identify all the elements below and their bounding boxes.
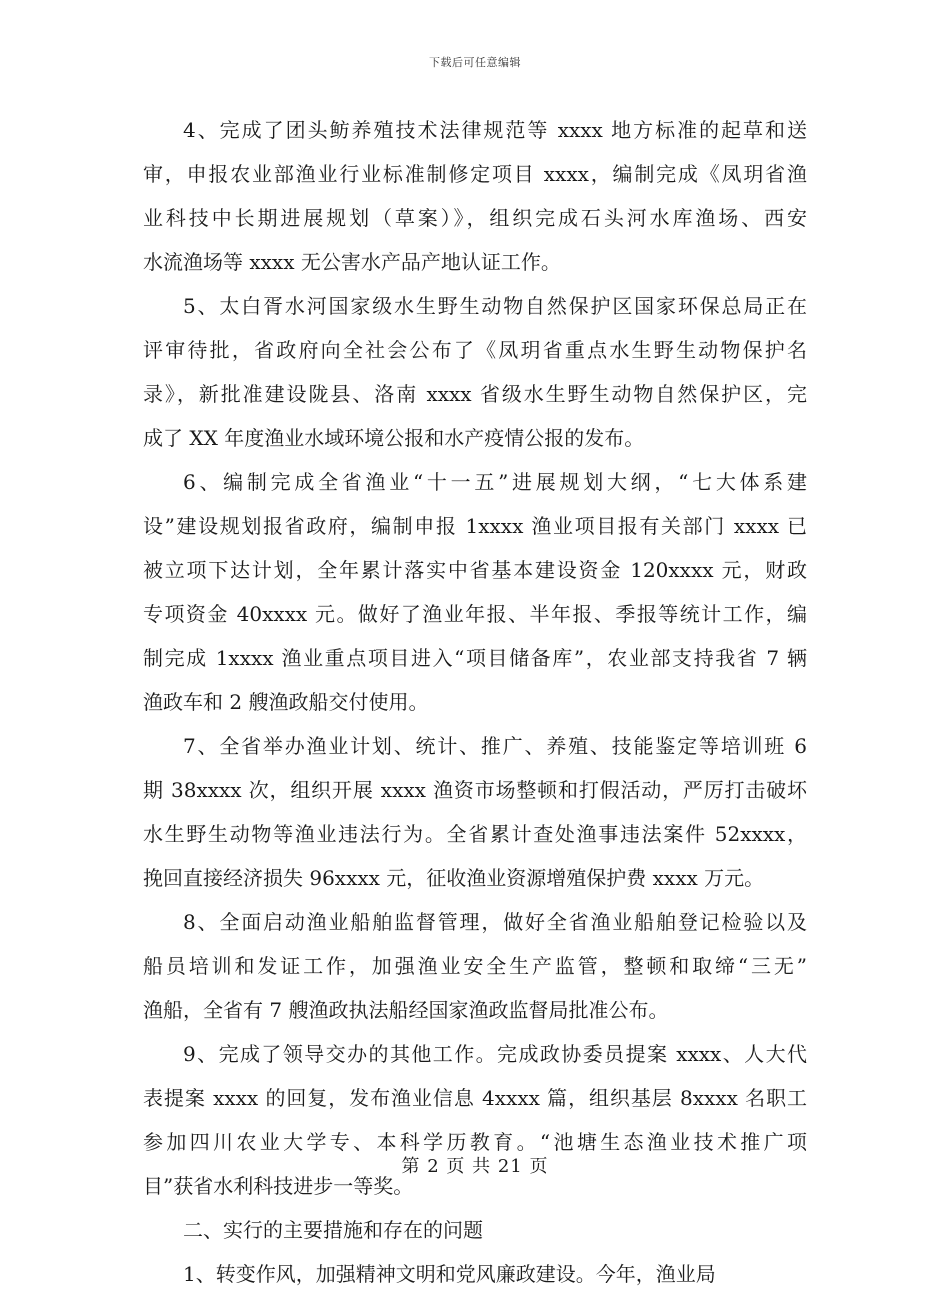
text-line: 审，申报农业部渔业行业标准制修定项目 xxxx，编制完成《凤玥省渔 xyxy=(143,162,807,186)
text-line: 7、全省举办渔业计划、统计、推广、养殖、技能鉴定等培训班 6 xyxy=(183,734,807,758)
text-line: 被立项下达计划，全年累计落实中省基本建设资金 120xxxx 元，财政 xyxy=(143,558,807,582)
text-line: 专项资金 40xxxx 元。做好了渔业年报、半年报、季报等统计工作，编 xyxy=(143,602,807,626)
text-line: 目”获省水利科技进步一等奖。 xyxy=(143,1174,414,1198)
text-line: 4、完成了团头鲂养殖技术法律规范等 xxxx 地方标准的起草和送 xyxy=(183,118,807,142)
text-line: 渔船，全省有 7 艘渔政执法船经国家渔政监督局批准公布。 xyxy=(143,998,669,1022)
text-line: 1、转变作风，加强精神文明和党风廉政建设。今年，渔业局 xyxy=(183,1262,716,1286)
text-line: 5、太白胥水河国家级水生野生动物自然保护区国家环保总局正在 xyxy=(183,294,807,318)
section-heading: 二、实行的主要措施和存在的问题 xyxy=(183,1218,483,1242)
text-line: 表提案 xxxx 的回复，发布渔业信息 4xxxx 篇，组织基层 8xxxx 名职工 xyxy=(143,1086,807,1110)
text-line: 9、完成了领导交办的其他工作。完成政协委员提案 xxxx、人大代 xyxy=(183,1042,807,1066)
text-line: 成了 XX 年度渔业水域环境公报和水产疫情公报的发布。 xyxy=(143,426,645,450)
text-line: 水流渔场等 xxxx 无公害水产品产地认证工作。 xyxy=(143,250,561,274)
text-line: 船员培训和发证工作，加强渔业安全生产监管，整顿和取缔“三无” xyxy=(143,954,807,978)
text-line: 设”建设规划报省政府，编制申报 1xxxx 渔业项目报有关部门 xxxx 已 xyxy=(143,514,807,538)
text-line: 8、全面启动渔业船舶监督管理，做好全省渔业船舶登记检验以及 xyxy=(183,910,807,934)
text-line: 挽回直接经济损失 96xxxx 元，征收渔业资源增殖保护费 xxxx 万元。 xyxy=(143,866,765,890)
text-line: 评审待批，省政府向全社会公布了《凤玥省重点水生野生动物保护名 xyxy=(143,338,807,362)
text-line: 6、编制完成全省渔业“十一五”进展规划大纲，“七大体系建 xyxy=(183,470,807,494)
page-header: 下载后可任意编辑 xyxy=(429,56,521,69)
text-line: 期 38xxxx 次，组织开展 xxxx 渔资市场整顿和打假活动，严厉打击破坏 xyxy=(143,778,807,802)
text-line: 水生野生动物等渔业违法行为。全省累计查处渔事违法案件 52xxxx， xyxy=(143,822,807,846)
document-body xyxy=(143,108,807,1296)
page-number: 第 2 页 共 21 页 xyxy=(401,1156,549,1177)
text-line: 录》，新批准建设陇县、洛南 xxxx 省级水生野生动物自然保护区，完 xyxy=(143,382,807,406)
text-line: 业科技中长期进展规划（草案）》，组织完成石头河水库渔场、西安 xyxy=(143,206,807,230)
text-line: 参加四川农业大学专、本科学历教育。“池塘生态渔业技术推广项 xyxy=(143,1130,807,1154)
text-line: 制完成 1xxxx 渔业重点项目进入“项目储备库”，农业部支持我省 7 辆 xyxy=(143,646,807,670)
text-line: 渔政车和 2 艘渔政船交付使用。 xyxy=(143,690,429,714)
